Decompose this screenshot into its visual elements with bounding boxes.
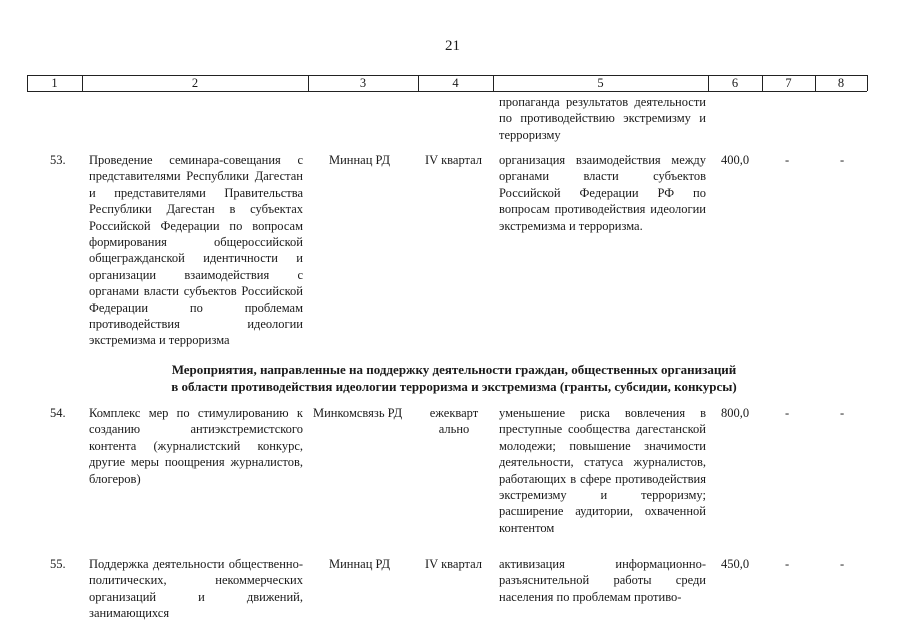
row-53-amount: 400,0 <box>721 153 750 167</box>
row-55-executor: Миннац РД <box>329 557 391 571</box>
header-col-8: 8 <box>837 76 845 90</box>
header-col-3: 3 <box>359 76 367 90</box>
row-55-col8: - <box>840 557 845 571</box>
row-53-result: организация взаимодействия между органами власти субъектов Российской Федерации РФ по вопросам противодействия идеологии экстремизма и терроризма. <box>499 153 706 233</box>
header-col-6: 6 <box>731 76 739 90</box>
section-title-line-1: Мероприятия, направленные на поддержку деятельности граждан, общественных организаций <box>171 362 737 377</box>
row-53-number: 53. <box>50 153 66 167</box>
header-separator <box>867 75 868 91</box>
table-header-bottom-line <box>27 91 867 92</box>
row-53-col8: - <box>840 153 845 167</box>
page-number: 21 <box>445 38 460 54</box>
row-54-col8: - <box>840 406 845 420</box>
header-col-4: 4 <box>452 76 459 90</box>
row-53-term: IV квартал <box>425 153 483 167</box>
row-54-executor: Минкомсвязь РД <box>313 406 403 420</box>
row-54-measure: Комплекс мер по стимулированию к созданию антиэкстремистского контента (журналистский конкурс, другие меры поощрения журналистов, блогеров) <box>89 406 303 486</box>
row-55-measure: Поддержка деятельности общественно-политических, некоммерческих организаций и движений, занимающихся <box>89 557 303 621</box>
row-54-amount: 800,0 <box>721 406 750 420</box>
row-55-result: активизация информационно-разъяснительной работы среди населения по проблемам противо- <box>499 557 706 604</box>
row-54-number: 54. <box>50 406 66 420</box>
row-53-col7: - <box>785 153 790 167</box>
row-55-amount: 450,0 <box>721 557 750 571</box>
row-55-number: 55. <box>50 557 66 571</box>
header-col-2: 2 <box>191 76 199 90</box>
row-55-col7: - <box>785 557 790 571</box>
row-53-measure: Проведение семинара-совещания с представителями Республики Дагестан и представителями Правительства Республики Дагестан в субъектах Российской Федерации по вопросам формирования общероссийской общегражданской идентичности и организации взаимодействия с органами власти субъектов Российской Федерации по проблемам противодействия идеологии экстремизма и терроризма <box>89 153 303 348</box>
header-col-1: 1 <box>51 76 58 90</box>
row-54-col7: - <box>785 406 790 420</box>
row-54-term: ежеквартально <box>429 406 479 437</box>
header-col-5: 5 <box>597 76 604 90</box>
section-title-line-2: в области противодействия идеологии терроризма и экстремизма (гранты, субсидии, конкурсы) <box>171 379 737 394</box>
row-55-term: IV квартал <box>425 557 483 571</box>
row-54-result: уменьшение риска вовлечения в преступные сообщества дагестанской молодежи; повышение значимости деятельности, статуса журналистов, работающих в сфере противодействия экстремизму и терроризму; расширение аудитории, охваченной контентом <box>499 406 706 535</box>
continued-result-text: пропаганда результатов деятельности по противодействию экстремизму и терроризму <box>499 95 706 142</box>
header-col-7: 7 <box>785 76 792 90</box>
row-53-executor: Миннац РД <box>329 153 391 167</box>
